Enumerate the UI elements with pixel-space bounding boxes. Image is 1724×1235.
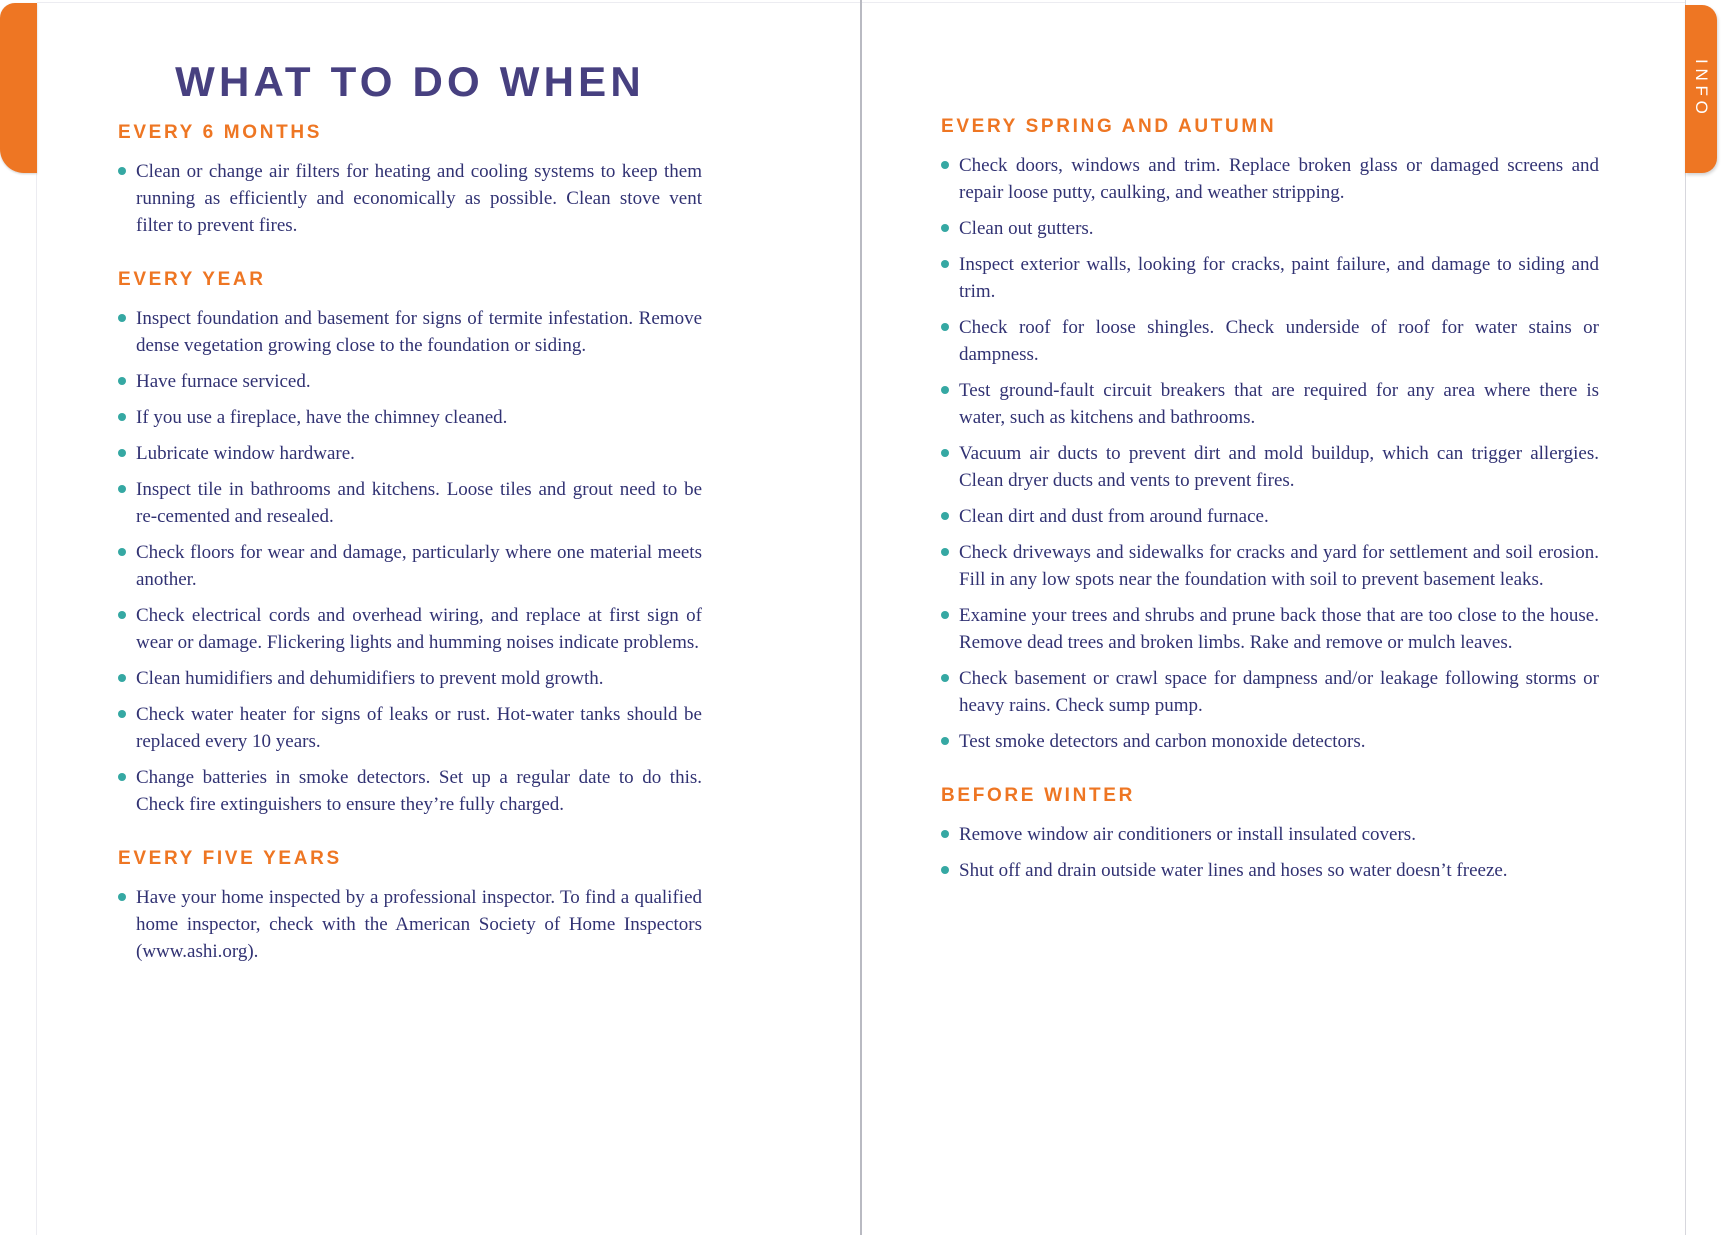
list-item-text: Test ground-fault circuit breakers that are required for any area where there is water, such as kitchens and bathrooms. [959,380,1599,428]
bullet-icon [941,386,949,394]
bullet-icon [941,830,949,838]
info-tab-label: INFO [1692,59,1711,119]
list-item-text: Clean or change air filters for heating and cooling systems to keep them running as efficiently and economically as possible. Clean stove vent filter to prevent fires. [136,161,702,236]
bullet-icon [941,449,949,457]
list-item-text: Clean humidifiers and dehumidifiers to prevent mold growth. [136,668,604,689]
list-item [941,215,1599,242]
page-right-edge [1685,0,1686,1235]
list-item-text: Check basement or crawl space for dampness and/or leakage following storms or heavy rains. Check sump pump. [959,668,1599,716]
left-page-sections [118,122,702,965]
list-item [118,764,702,818]
list-item [941,152,1599,206]
list-item-text: Have furnace serviced. [136,371,311,392]
bullet-icon [118,485,126,493]
checklist [118,884,702,965]
list-item [118,440,702,467]
list-item-text: Have your home inspected by a professional inspector. To find a qualified home inspector, check with the American Society of Home Inspectors (www.ashi.org). [136,887,702,962]
left-page-column [118,58,702,991]
list-item-text: Vacuum air ducts to prevent dirt and mold buildup, which can trigger allergies. Clean dryer ducts and vents to prevent fires. [959,443,1599,491]
bullet-icon [118,449,126,457]
list-item-text: Remove window air conditioners or install insulated covers. [959,824,1416,845]
list-item-text: Clean dirt and dust from around furnace. [959,506,1269,527]
list-item-text: If you use a fireplace, have the chimney cleaned. [136,407,508,428]
list-item [941,314,1599,368]
list-item [118,368,702,395]
bullet-icon [941,512,949,520]
bullet-icon [941,611,949,619]
list-item [941,503,1599,530]
section-heading: EVERY FIVE YEARS [118,848,342,869]
list-item-text: Check water heater for signs of leaks or rust. Hot-water tanks should be replaced every 10 years. [136,704,702,752]
bullet-icon [118,413,126,421]
page-title: WHAT TO DO WHEN [175,58,645,105]
bullet-icon [118,548,126,556]
list-item-text: Check electrical cords and overhead wiring, and replace at first sign of wear or damage. Flickering lights and humming noises indicate problems. [136,605,702,653]
schedule-section [118,848,702,965]
section-heading: EVERY SPRING AND AUTUMN [941,116,1277,137]
schedule-section [941,116,1599,755]
list-item [941,665,1599,719]
bullet-icon [118,674,126,682]
list-item [118,476,702,530]
list-item [118,305,702,359]
page-center-divider [860,0,862,1235]
list-item [118,158,702,239]
checklist [941,152,1599,755]
list-item-text: Check driveways and sidewalks for cracks and yard for settlement and soil erosion. Fill in any low spots near the foundation with soil to prevent basement leaks. [959,542,1599,590]
checklist [941,821,1599,884]
checklist [118,158,702,239]
bullet-icon [941,674,949,682]
schedule-section [118,269,702,818]
right-page-column [941,116,1599,910]
list-item [941,251,1599,305]
list-item-text: Check doors, windows and trim. Replace broken glass or damaged screens and repair loose putty, caulking, and weather stripping. [959,155,1599,203]
bullet-icon [118,611,126,619]
right-page-sections [941,116,1599,884]
bullet-icon [118,773,126,781]
bullet-icon [941,737,949,745]
list-item-text: Shut off and drain outside water lines and hoses so water doesn’t freeze. [959,860,1508,881]
list-item-text: Lubricate window hardware. [136,443,355,464]
bullet-icon [941,260,949,268]
list-item [118,602,702,656]
list-item [118,404,702,431]
bullet-icon [941,866,949,874]
bullet-icon [118,710,126,718]
list-item-text: Inspect exterior walls, looking for cracks, paint failure, and damage to siding and trim. [959,254,1599,302]
section-tab-back[interactable] [0,3,37,173]
schedule-section [941,785,1599,884]
bullet-icon [118,893,126,901]
page-left-edge [36,172,37,1235]
bullet-icon [118,377,126,385]
info-section-tab[interactable] [1685,5,1717,173]
list-item [941,857,1599,884]
list-item [118,884,702,965]
list-item [118,665,702,692]
list-item-text: Inspect tile in bathrooms and kitchens. Loose tiles and grout need to be re-cemented and resealed. [136,479,702,527]
bullet-icon [941,224,949,232]
section-heading: EVERY 6 MONTHS [118,122,323,143]
bullet-icon [941,323,949,331]
bullet-icon [941,161,949,169]
list-item [941,602,1599,656]
list-item [941,539,1599,593]
bullet-icon [118,167,126,175]
list-item [941,440,1599,494]
bullet-icon [118,314,126,322]
list-item-text: Check floors for wear and damage, particularly where one material meets another. [136,542,702,590]
list-item [941,821,1599,848]
list-item [941,728,1599,755]
schedule-section [118,122,702,239]
list-item-text: Examine your trees and shrubs and prune back those that are too close to the house. Remove dead trees and broken limbs. Rake and remove or mulch leaves. [959,605,1599,653]
list-item [118,701,702,755]
list-item-text: Clean out gutters. [959,218,1094,239]
section-heading: EVERY YEAR [118,269,266,290]
list-item-text: Test smoke detectors and carbon monoxide detectors. [959,731,1366,752]
list-item-text: Check roof for loose shingles. Check underside of roof for water stains or dampness. [959,317,1599,365]
checklist [118,305,702,818]
list-item [118,539,702,593]
section-heading: BEFORE WINTER [941,785,1135,806]
list-item-text: Inspect foundation and basement for signs of termite infestation. Remove dense vegetation growing close to the foundation or siding. [136,308,702,356]
bullet-icon [941,548,949,556]
list-item [941,377,1599,431]
list-item-text: Change batteries in smoke detectors. Set up a regular date to do this. Check fire extinguishers to ensure they’re fully charged. [136,767,702,815]
